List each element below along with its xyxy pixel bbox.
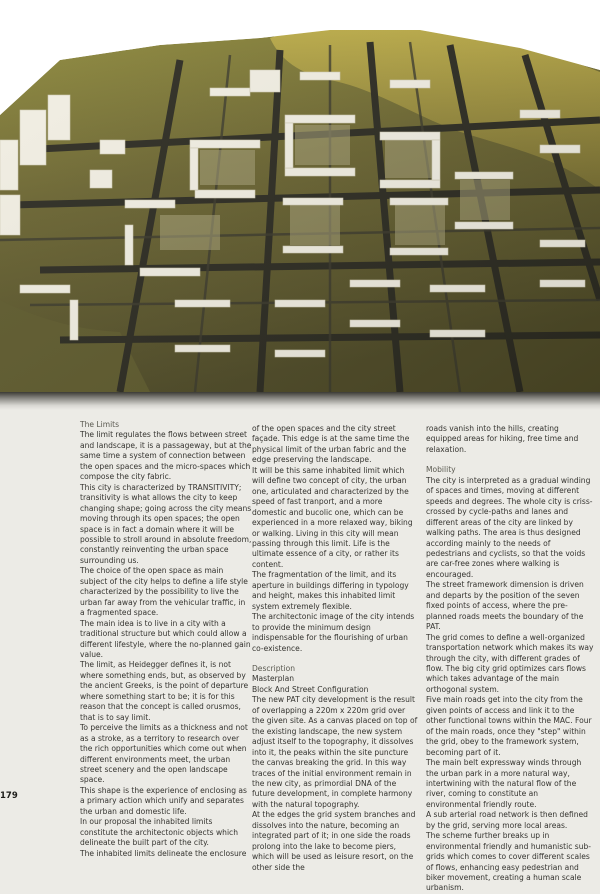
paragraph: The architectonic image of the city intends to provide the minimum design indispensable for the flourishing of urban co-existence. bbox=[252, 612, 415, 653]
heading-description: Description bbox=[252, 663, 295, 673]
paragraph: The grid comes to define a well-organized transportation network which makes its way through the city, with different grades of flow. The big city grid optimizes cars flows which takes advantage of the main orthogonal system. bbox=[426, 632, 594, 694]
page-number: 179 bbox=[0, 791, 18, 801]
paragraph: To perceive the limits as a thickness and not as a stroke, as a territory to research over the rich opportunities which come out when different environments meet, the urban street scenery and the open landscape space. bbox=[80, 723, 248, 785]
paragraph: This shape is the experience of enclosing as a primary action which unify and separates the urban and domestic life. bbox=[80, 785, 247, 816]
text-column-3 bbox=[426, 424, 594, 894]
paragraph: It will be this same inhabited limit which will define two concept of city, the urban one, articulated and characterized by the speed of fast tranport, and a more domestic and bucolic one, which can be experienced in a more relaxed way, biking or walking. Living in this city will mean passing through this limit. Life is the ultimate essence of a city, or rather its content. bbox=[252, 465, 413, 569]
paragraph: The choice of the open space as main subject of the city helps to define a life style characterized by the possibility to live the urban far away from the vehicular traffic, in a fragmented space. bbox=[80, 566, 248, 618]
paragraph: The main belt expressway winds through the urban park in a more natural way, intertwining with the natural flow of the river, coming to constitute an environmental friendly route. bbox=[426, 758, 582, 809]
paragraph: Five main roads get into the city from the given points of access and link it to the other functional towns within the MAC. Four of the main roads, once they "step" within the grid, obey to the framework system, becoming part of it. bbox=[426, 695, 592, 757]
paragraph: The street framework dimension is driven and departs by the position of the seven fixed points of access, where the pre-planned roads meets the boundary of the PAT. bbox=[426, 580, 584, 632]
paragraph: The scheme further breaks up in environmental friendly and humanistic sub-grids which comes to cover different scales of flows, enhancing easy pedestrian and biker movement, creating a human scale urbanism. bbox=[426, 831, 592, 893]
paragraph: In our proposal the inhabited limits constitute the architectonic objects which delineate the built part of the city. bbox=[80, 817, 238, 848]
masterplan-photo bbox=[0, 0, 600, 392]
paragraph: The city is interpreted as a gradual winding of spaces and times, moving at different speeds and degrees. The whole city is criss-crossed by cycle-paths and lanes and different areas of the city are linked by walking paths. The area is thus designed according mainly to the needs of pedestrians and cyclists, so that the voids are car-free zones where walking is encouraged. bbox=[426, 475, 593, 579]
text-column-1 bbox=[80, 420, 252, 859]
paragraph: A sub arterial road network is then defined by the grid, serving more local areas. bbox=[426, 810, 588, 830]
paragraph: At the edges the grid system branches and dissolves into the nature, becoming an integrated part of it; in one side the roads prolong into the lake to become piers, which will be used as leisure resort, on the other side the bbox=[252, 810, 416, 872]
heading-masterplan: Masterplan bbox=[252, 674, 295, 684]
text-column-2 bbox=[252, 424, 418, 873]
paragraph: The inhabited limits delineate the enclosure bbox=[80, 848, 247, 858]
paragraph: The new PAT city development is the result of overlapping a 220m x 220m grid over the given site. As a canvas placed on top of the existing landscape, the new system adjust itself to the topography, it dissolves into it, the peaks within the site puncture the canvas breaking the grid. In this way traces of the initial environment remain in the new city, as primordial DNA of the future development, in complete harmony with the natural topography. bbox=[252, 695, 418, 809]
page-gutter bbox=[0, 392, 600, 410]
paragraph: The main idea is to live in a city with a traditional structure but which could allow a different lifestyle, where the no-planned gain value. bbox=[80, 618, 251, 659]
heading-the-limits: The Limits bbox=[80, 420, 120, 429]
masterplan-model-illustration bbox=[0, 0, 600, 392]
heading-block-street: Block And Street Configuration bbox=[252, 684, 369, 694]
heading-mobility: Mobility bbox=[426, 465, 456, 475]
paragraph: of the open spaces and the city street façade. This edge is at the same time the physical limit of the urban fabric and the edge preserving the landscape. bbox=[252, 424, 410, 465]
paragraph: roads vanish into the hills, creating equipped areas for hiking, free time and relaxation. bbox=[426, 424, 579, 454]
paragraph: The fragmentation of the limit, and its aperture in buildings differing in typology and height, makes this inhabited limit system extremely flexible. bbox=[252, 570, 409, 611]
paragraph: The limit regulates the flows between street and landscape, it is a passageway, but at the same time a system of connection between the open spaces and the micro-spaces which compose the city fabric. bbox=[80, 430, 252, 482]
paragraph: This city is characterized by TRANSITIVITY; transitivity is what allows the city to keep changing shape; going across the city means moving through its open spaces; the open space is in fact a domain where it will be possible to stroll around in absolute freedom, constantly reinventing the urban space surrounding us. bbox=[80, 482, 252, 565]
paragraph: The limit, as Heidegger defines it, is not where something ends, but, as observed by the ancient Greeks, is the point of departure where something start to be; it is for this reason that the concept is called orusmos, that is to say limit. bbox=[80, 660, 249, 722]
